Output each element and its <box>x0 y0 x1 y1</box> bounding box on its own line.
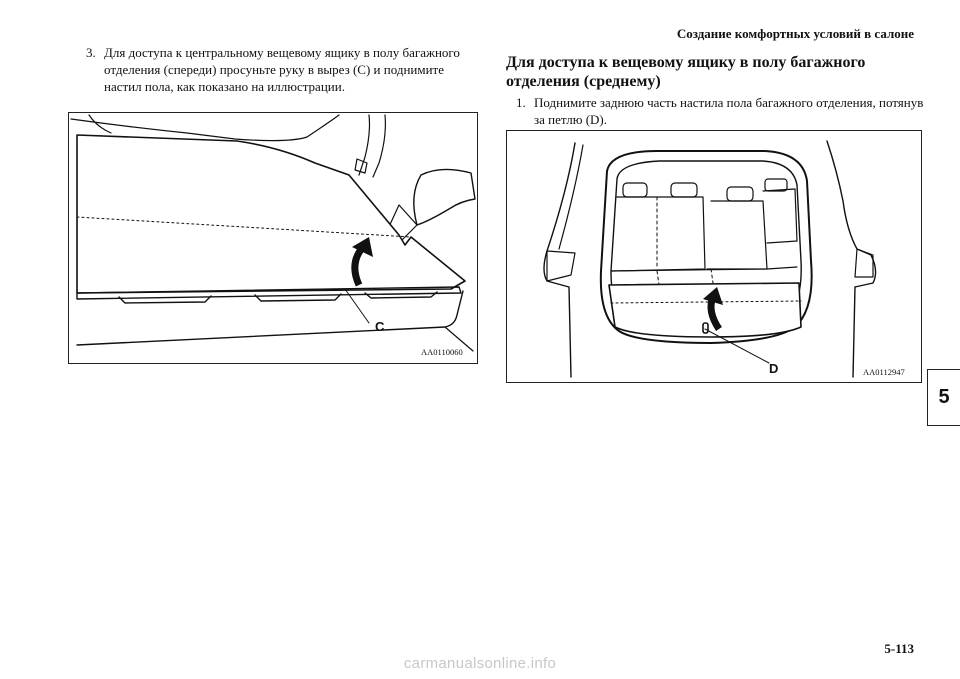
callout-d: D <box>769 361 779 376</box>
floor-board-illustration <box>69 113 477 363</box>
step-text: Поднимите заднюю часть настила пола багажного отделения, потянув за петлю (D). <box>534 95 924 127</box>
chapter-tab: 5 <box>927 369 960 426</box>
callout-c: C <box>375 319 385 334</box>
figure-code: AA0110060 <box>421 347 463 357</box>
step-text: Для доступа к центральному вещевому ящику в полу багажного отделения (спереди) просуньте руку в вырез (C) и поднимите настил пола, как показано на иллюстрации. <box>104 45 460 94</box>
step-3 <box>86 44 480 95</box>
figure-middle-floor-box <box>506 130 922 383</box>
watermark: carmanualsonline.info <box>403 655 557 672</box>
page-number: 5-113 <box>884 641 914 656</box>
step-number: 1. <box>516 95 526 110</box>
section-heading: Для доступа к вещевому ящику в полу багажного отделения (среднему) <box>506 54 866 90</box>
page-header-title: Создание комфортных условий в салоне <box>676 26 914 41</box>
figure-code: AA0112947 <box>863 367 905 377</box>
cargo-area-illustration <box>507 131 921 382</box>
step-1 <box>516 94 926 128</box>
figure-front-floor-box <box>68 112 478 364</box>
step-number: 3. <box>86 45 96 60</box>
